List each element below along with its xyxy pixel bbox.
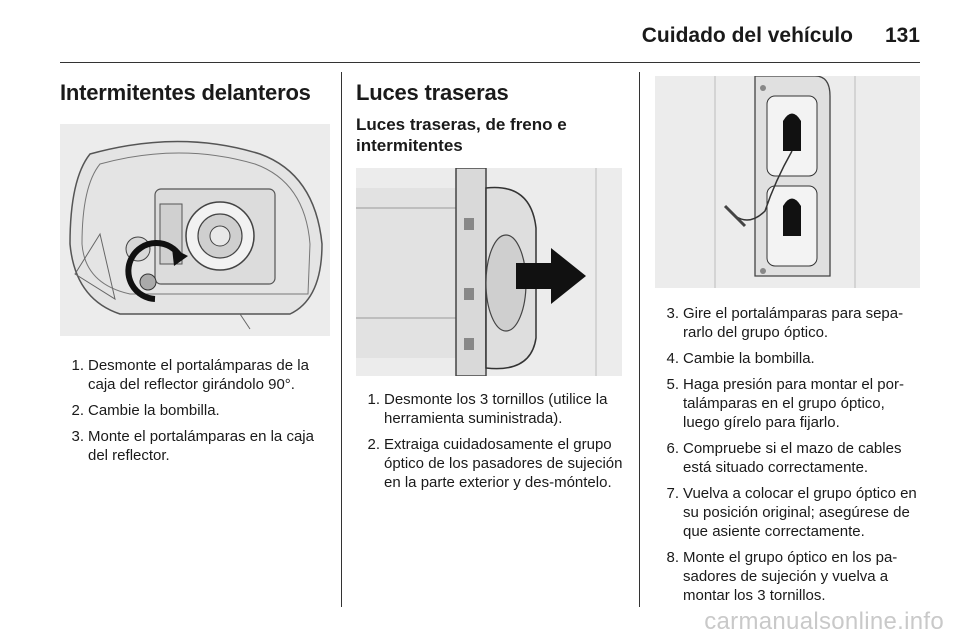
list-item	[356, 435, 626, 492]
list-item	[655, 439, 920, 477]
step-text: Cambie la bombilla.	[683, 350, 815, 367]
column-divider-1	[341, 72, 342, 607]
step-text: Monte el grupo óptico en los pa-sadores de sujeción y vuelva a montar los 3 tornillos.	[683, 549, 898, 604]
step-text: Extraiga cuidadosamente el grupo óptico de los pasadores de sujeción en la parte exterior y des-móntelo.	[384, 436, 623, 491]
steps-list-col3	[655, 304, 920, 605]
step-number: 5.	[666, 376, 679, 393]
step-number: 3.	[666, 305, 679, 322]
list-item	[655, 375, 920, 432]
step-number: 1.	[367, 391, 380, 408]
column-divider-2	[639, 72, 640, 607]
step-number: 2.	[71, 402, 84, 419]
step-number: 3.	[71, 428, 84, 445]
headlamp-illustration-icon	[60, 124, 330, 336]
section-heading-tail-lights: Luces traseras	[356, 80, 509, 105]
step-number: 8.	[666, 549, 679, 566]
section-heading-front-indicators: Intermitentes delanteros	[60, 80, 311, 105]
header-rule	[60, 62, 920, 63]
column-tail-lights-continued	[655, 76, 920, 612]
list-item	[655, 304, 920, 342]
watermark: carmanualsonline.info	[704, 608, 944, 635]
step-number: 6.	[666, 440, 679, 457]
step-number: 4.	[666, 350, 679, 367]
step-text: Desmonte el portalámparas de la caja del reflector girándolo 90°.	[88, 357, 309, 393]
tail-lamp-bulbholder-illustration-icon	[655, 76, 920, 288]
header-title: Cuidado del vehículo	[641, 24, 853, 47]
list-item	[60, 401, 332, 420]
step-text: Desmonte los 3 tornillos (utilice la herramienta suministrada).	[384, 391, 608, 427]
step-number: 2.	[367, 436, 380, 453]
step-number: 1.	[71, 357, 84, 374]
step-text: Cambie la bombilla.	[88, 402, 220, 419]
list-item	[655, 484, 920, 541]
step-number: 7.	[666, 485, 679, 502]
step-text: Vuelva a colocar el grupo óptico en su posición original; asegúrese de que asiente correctamente.	[683, 485, 917, 540]
steps-list-col2	[356, 390, 626, 492]
steps-list-col1	[60, 356, 332, 465]
step-text: Gire el portalámparas para sepa-rarlo del grupo óptico.	[683, 305, 904, 341]
column-tail-lights	[356, 70, 626, 499]
list-item	[356, 390, 626, 428]
column-front-indicators	[60, 70, 332, 472]
step-text: Monte el portalámparas en la caja del reflector.	[88, 428, 314, 464]
list-item	[60, 356, 332, 394]
list-item	[655, 349, 920, 368]
list-item	[60, 427, 332, 465]
page-header	[642, 18, 920, 48]
page-number: 131	[884, 24, 920, 47]
tail-lamp-removal-illustration-icon	[356, 168, 622, 376]
subsection-heading: Luces traseras, de freno e intermitentes	[356, 115, 567, 155]
step-text: Compruebe si el mazo de cables está situado correctamente.	[683, 440, 902, 476]
step-text: Haga presión para montar el por-talámparas en el grupo óptico, luego gírelo para fijarlo.	[683, 376, 904, 431]
list-item	[655, 548, 920, 605]
